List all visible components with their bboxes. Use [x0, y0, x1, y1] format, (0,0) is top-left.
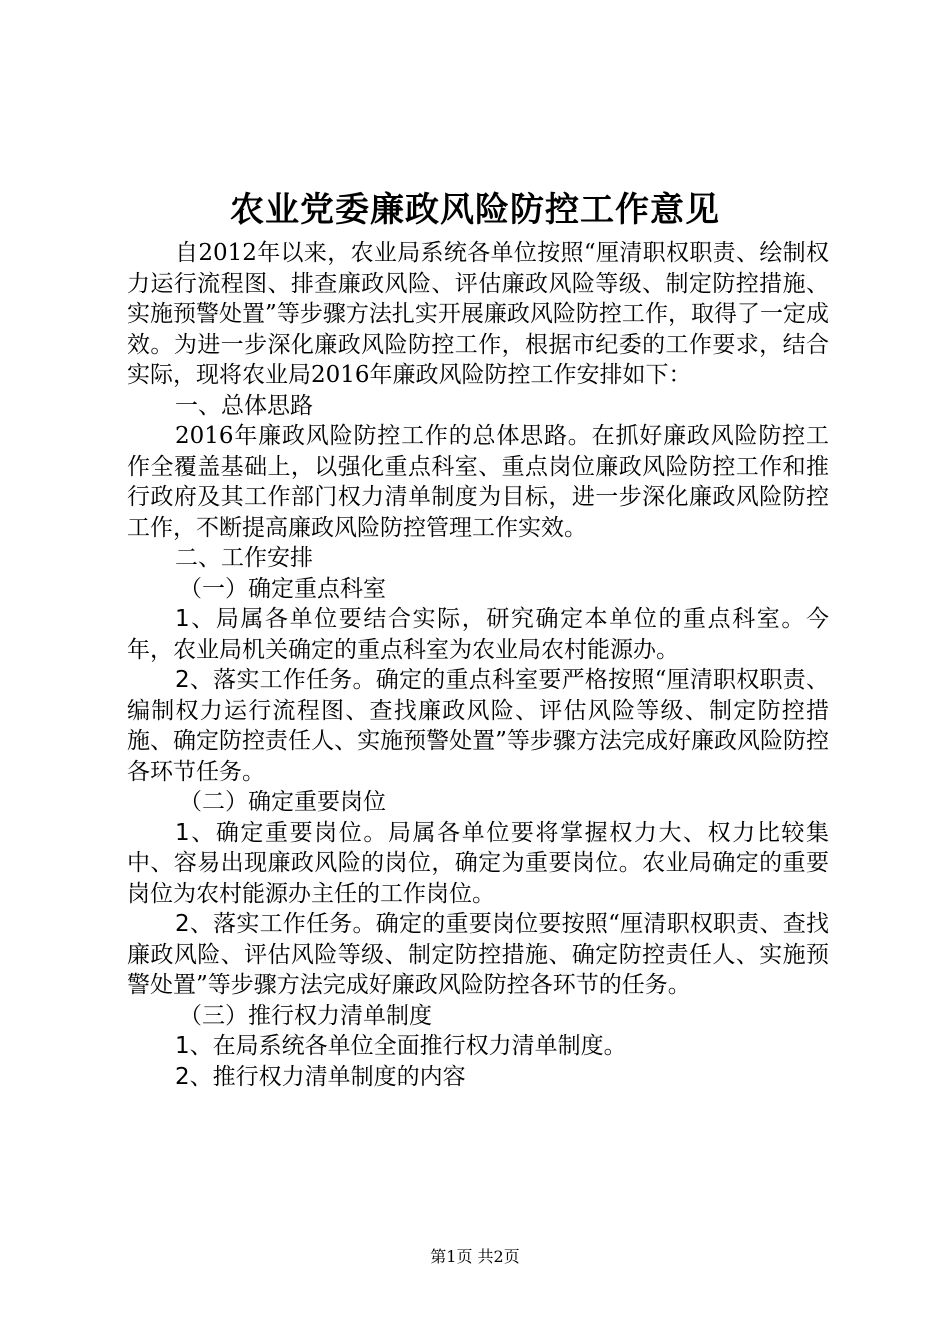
item-lead: 1、局属各单位要结合实际，研究确定本单位的重点科室。	[175, 606, 806, 632]
intro-paragraph: 自2012年以来，农业局系统各单位按照“厘清职权职责、绘制权力运行流程图、排查廉政风险、评估廉政风险等级、制定防控措施、实施预警处置”等步骤方法扎实开展廉政风险防控工作，取得了一定成效。为进一步深化廉政风险防控工作，根据市纪委的工作要求，结合实际，现将农业局2016年廉政风险防控工作安排如下：	[127, 240, 829, 388]
item-text: 局属各单位要将掌握权力大、权力比较集中、容易出现廉政风险的岗位，确定为重要岗位。农业局确定的重要岗位为农村能源办主任的工作岗位。	[127, 819, 829, 907]
key-departments-item-2	[127, 665, 829, 787]
item-text: 确定的重要岗位要按照“厘清职权职责、查找廉政风险、评估风险等级、制定防控措施、确定防控责任人、实施预警处置”等步骤方法完成好廉政风险防控各环节的任务。	[127, 911, 829, 998]
item-text: 确定的重点科室要严格按照“厘清职权职责、编制权力运行流程图、查找廉政风险、评估风险等级、制定防控措施、确定防控责任人、实施预警处置”等步骤方法完成好廉政风险防控各环节任务。	[127, 667, 829, 785]
key-posts-item-1	[127, 818, 829, 910]
item-lead: 2、落实工作任务。	[175, 667, 376, 693]
key-posts-item-2	[127, 909, 829, 1001]
item-lead: 1、确定重要岗位。	[175, 819, 388, 846]
power-list-item-2: 2、推行权力清单制度的内容	[175, 1063, 466, 1090]
document-body	[127, 238, 829, 1092]
subheading-key-departments: （一）确定重点科室	[179, 575, 386, 602]
overall-approach-paragraph: 2016年廉政风险防控工作的总体思路。在抓好廉政风险防控工作全覆盖基础上，以强化重点科室、重点岗位廉政风险防控工作和推行政府及其工作部门权力清单制度为目标，进一步深化廉政风险防控工作，不断提高廉政风险防控管理工作实效。	[127, 423, 829, 541]
heading-overall-approach: 一、总体思路	[175, 392, 313, 419]
document-title: 农业党委廉政风险防控工作意见	[230, 190, 720, 230]
key-departments-item-1	[127, 604, 829, 665]
power-list-item-1: 1、在局系统各单位全面推行权力清单制度。	[175, 1033, 627, 1059]
item-text: 今年，农业局机关确定的重点科室为农业局农村能源办。	[127, 606, 829, 663]
page-footer: 第1页 共2页	[430, 1247, 520, 1266]
subheading-power-list: （三）推行权力清单制度	[179, 1002, 432, 1029]
item-lead: 2、落实工作任务。	[175, 911, 376, 937]
heading-work-arrangement: 二、工作安排	[175, 545, 313, 571]
subheading-key-posts: （二）确定重要岗位	[179, 789, 386, 815]
